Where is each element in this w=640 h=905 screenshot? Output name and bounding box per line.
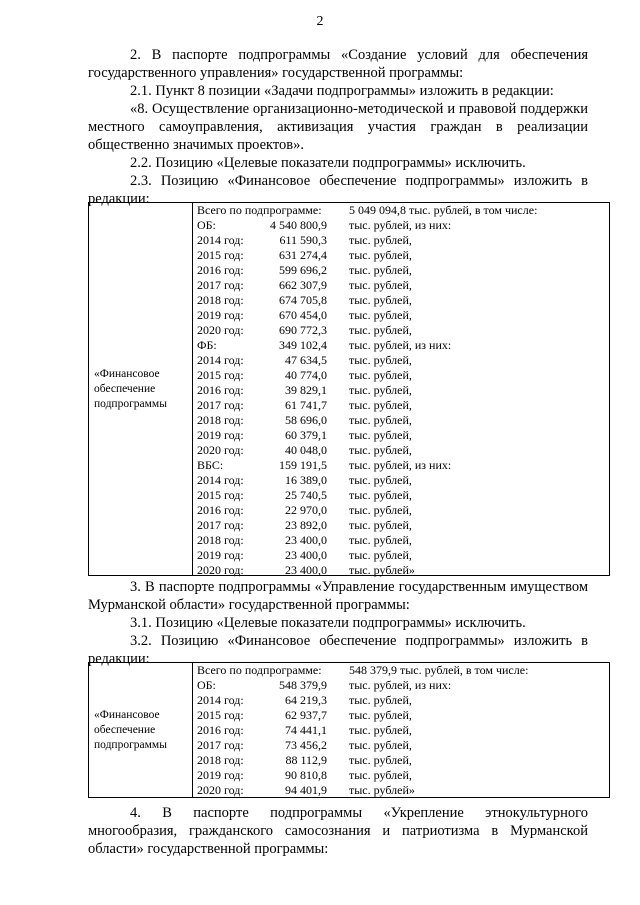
row-value: 47 634,5 — [285, 353, 327, 367]
financing-table-2-rows — [197, 663, 609, 798]
paragraph-3-2: 3.2. Позицию «Финансовое обеспечение подпрограммы» изложить в редакции: — [88, 633, 588, 667]
table-row — [197, 753, 609, 768]
row-label: 2020 год: — [197, 563, 244, 577]
row-unit: тыс. рублей, — [349, 263, 412, 277]
table-header-row — [197, 663, 609, 678]
row-unit: тыс. рублей, — [349, 503, 412, 517]
row-value: 22 970,0 — [285, 503, 327, 517]
row-label: 2018 год: — [197, 753, 244, 767]
row-label: 2014 год: — [197, 473, 244, 487]
paragraph-3-1: 3.1. Позицию «Целевые показатели подпрограммы» исключить. — [130, 615, 526, 631]
row-label: 2019 год: — [197, 548, 244, 562]
table-row — [197, 533, 609, 548]
row-value: 62 937,7 — [285, 708, 327, 722]
row-value: 611 590,3 — [279, 233, 327, 247]
row-label: 2020 год: — [197, 783, 244, 797]
table-header-total: 5 049 094,8 тыс. рублей, в том числе: — [349, 203, 538, 217]
table-row — [197, 398, 609, 413]
row-value: 58 696,0 — [285, 413, 327, 427]
table-row — [197, 263, 609, 278]
table-row — [197, 428, 609, 443]
row-label: ВБС: — [197, 458, 224, 472]
row-label: 2019 год: — [197, 768, 244, 782]
row-value: 670 454,0 — [279, 308, 327, 322]
row-label: 2015 год: — [197, 248, 244, 262]
row-value: 23 400,0 — [285, 548, 327, 562]
table-row — [197, 383, 609, 398]
row-label: ОБ: — [197, 678, 216, 692]
row-value: 60 379,1 — [285, 428, 327, 442]
table-row — [197, 548, 609, 563]
row-unit: тыс. рублей, — [349, 398, 412, 412]
table-row — [197, 783, 609, 798]
row-unit: тыс. рублей, — [349, 443, 412, 457]
table-row — [197, 323, 609, 338]
table-row — [197, 693, 609, 708]
table-row — [197, 563, 609, 578]
table-row — [197, 233, 609, 248]
row-label: 2015 год: — [197, 488, 244, 502]
row-label: ОБ: — [197, 218, 216, 232]
row-unit: тыс. рублей, — [349, 693, 412, 707]
row-label: 2016 год: — [197, 503, 244, 517]
table-row — [197, 278, 609, 293]
row-value: 64 219,3 — [285, 693, 327, 707]
row-unit: тыс. рублей, — [349, 548, 412, 562]
row-label: 2017 год: — [197, 398, 244, 412]
row-unit: тыс. рублей, — [349, 518, 412, 532]
row-value: 61 741,7 — [285, 398, 327, 412]
table-row — [197, 458, 609, 473]
table-row — [197, 708, 609, 723]
row-unit: тыс. рублей, — [349, 723, 412, 737]
paragraph-2-2: 2.2. Позицию «Целевые показатели подпрограммы» исключить. — [130, 155, 526, 171]
row-unit: тыс. рублей, — [349, 293, 412, 307]
row-label: 2016 год: — [197, 263, 244, 277]
financing-table-1-rows — [197, 203, 609, 578]
row-label: 2018 год: — [197, 413, 244, 427]
section-3-paragraphs — [88, 578, 588, 668]
row-label: 2015 год: — [197, 708, 244, 722]
row-unit: тыс. рублей, — [349, 738, 412, 752]
table-header-row — [197, 203, 609, 218]
table-row — [197, 443, 609, 458]
paragraph-2-3: 2.3. Позицию «Финансовое обеспечение подпрограммы» изложить в редакции: — [88, 173, 588, 207]
table-row — [197, 308, 609, 323]
financing-table-2 — [88, 662, 610, 798]
row-value: 25 740,5 — [285, 488, 327, 502]
row-value: 94 401,9 — [285, 783, 327, 797]
row-value: 16 389,0 — [285, 473, 327, 487]
row-value: 159 191,5 — [279, 458, 327, 472]
table-row — [197, 218, 609, 233]
section-4-paragraphs — [88, 804, 588, 858]
row-unit: тыс. рублей, — [349, 428, 412, 442]
row-unit: тыс. рублей, — [349, 248, 412, 262]
row-unit: тыс. рублей, — [349, 488, 412, 502]
row-unit: тыс. рублей, — [349, 383, 412, 397]
row-unit: тыс. рублей, из них: — [349, 338, 452, 352]
row-label: 2019 год: — [197, 428, 244, 442]
table-row — [197, 368, 609, 383]
table-row — [197, 413, 609, 428]
row-value: 4 540 800,9 — [270, 218, 327, 232]
row-unit: тыс. рублей, — [349, 413, 412, 427]
row-label: ФБ: — [197, 338, 217, 352]
paragraph-2-1: 2.1. Пункт 8 позиции «Задачи подпрограммы» изложить в редакции: — [130, 83, 554, 99]
row-unit: тыс. рублей, — [349, 768, 412, 782]
section-2-paragraphs — [88, 46, 588, 208]
row-value: 40 048,0 — [285, 443, 327, 457]
table-header-label: Всего по подпрограмме: — [197, 203, 322, 217]
row-unit: тыс. рублей, — [349, 368, 412, 382]
table-header-total: 548 379,9 тыс. рублей, в том числе: — [349, 663, 529, 677]
row-unit: тыс. рублей, из них: — [349, 218, 452, 232]
row-unit: тыс. рублей, — [349, 533, 412, 547]
row-unit: тыс. рублей, — [349, 353, 412, 367]
row-label: 2020 год: — [197, 443, 244, 457]
paragraph-2: 2. В паспорте подпрограммы «Создание условий для обеспечения государственного управления» государственной программы: — [88, 47, 588, 81]
table-row — [197, 518, 609, 533]
page-number: 2 — [316, 14, 324, 29]
financing-table-2-label-cell — [89, 663, 193, 797]
row-unit: тыс. рублей, из них: — [349, 458, 452, 472]
row-value: 631 274,4 — [279, 248, 327, 262]
row-label: 2016 год: — [197, 383, 244, 397]
paragraph-4: 4. В паспорте подпрограммы «Укрепление этнокультурного многообразия, гражданского самосознания и патриотизма в Мурманской области» государственной программы: — [88, 805, 588, 857]
row-unit: тыс. рублей, — [349, 753, 412, 767]
row-label: 2018 год: — [197, 533, 244, 547]
row-label: 2017 год: — [197, 518, 244, 532]
financing-table-2-label: «Финансовое обеспечение подпрограммы — [94, 708, 167, 751]
table-row — [197, 338, 609, 353]
row-label: 2014 год: — [197, 233, 244, 247]
row-value: 349 102,4 — [279, 338, 327, 352]
paragraph-2-1-quote: «8. Осуществление организационно-методической и правовой поддержки местного самоуправления, активизация участия граждан в реализации общественно значимых проектов». — [88, 101, 588, 153]
table-row — [197, 488, 609, 503]
row-value: 90 810,8 — [285, 768, 327, 782]
row-value: 548 379,9 — [279, 678, 327, 692]
row-value: 690 772,3 — [279, 323, 327, 337]
row-value: 674 705,8 — [279, 293, 327, 307]
row-value: 23 400,0 — [285, 533, 327, 547]
row-unit: тыс. рублей, — [349, 708, 412, 722]
row-unit: тыс. рублей, из них: — [349, 678, 452, 692]
row-unit: тыс. рублей» — [349, 783, 415, 797]
row-label: 2020 год: — [197, 323, 244, 337]
row-unit: тыс. рублей, — [349, 278, 412, 292]
row-unit: тыс. рублей, — [349, 233, 412, 247]
row-value: 599 696,2 — [279, 263, 327, 277]
row-unit: тыс. рублей, — [349, 323, 412, 337]
row-label: 2017 год: — [197, 738, 244, 752]
row-value: 40 774,0 — [285, 368, 327, 382]
table-row — [197, 723, 609, 738]
row-label: 2019 год: — [197, 308, 244, 322]
table-row — [197, 678, 609, 693]
row-value: 23 892,0 — [285, 518, 327, 532]
row-value: 73 456,2 — [285, 738, 327, 752]
table-row — [197, 503, 609, 518]
row-value: 39 829,1 — [285, 383, 327, 397]
row-label: 2017 год: — [197, 278, 244, 292]
table-row — [197, 768, 609, 783]
row-label: 2016 год: — [197, 723, 244, 737]
row-label: 2018 год: — [197, 293, 244, 307]
row-value: 74 441,1 — [285, 723, 327, 737]
row-unit: тыс. рублей, — [349, 473, 412, 487]
row-value: 662 307,9 — [279, 278, 327, 292]
row-unit: тыс. рублей, — [349, 308, 412, 322]
row-label: 2014 год: — [197, 693, 244, 707]
table-row — [197, 473, 609, 488]
table-row — [197, 248, 609, 263]
row-unit: тыс. рублей» — [349, 563, 415, 577]
financing-table-1-label: «Финансовое обеспечение подпрограммы — [94, 367, 167, 410]
table-header-label: Всего по подпрограмме: — [197, 663, 322, 677]
table-row — [197, 293, 609, 308]
row-value: 23 400,0 — [285, 563, 327, 577]
financing-table-1 — [88, 202, 610, 576]
row-value: 88 112,9 — [285, 753, 327, 767]
financing-table-1-label-cell — [89, 203, 193, 575]
row-label: 2014 год: — [197, 353, 244, 367]
row-label: 2015 год: — [197, 368, 244, 382]
table-row — [197, 738, 609, 753]
table-row — [197, 353, 609, 368]
paragraph-3: 3. В паспорте подпрограммы «Управление государственным имуществом Мурманской области» государственной программы: — [88, 579, 588, 613]
